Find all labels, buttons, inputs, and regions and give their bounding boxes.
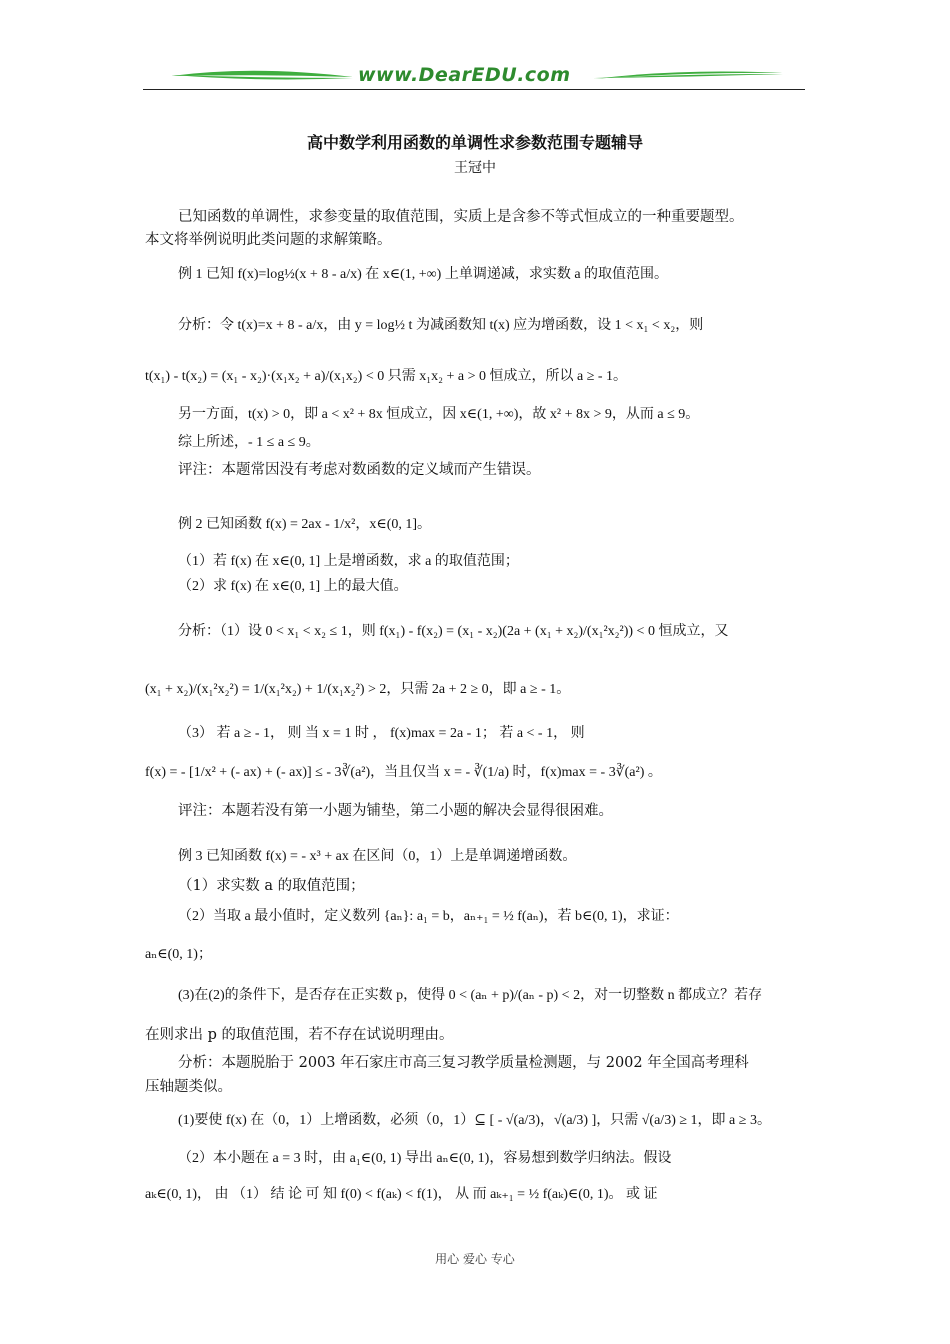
example-3-part-2: （2）当取 a 最小值时，定义数列 {aₙ}: a₁ = b，aₙ₊₁ = ½ f(aₙ)，若 b∈(0, 1)，求证： — [178, 909, 679, 924]
example-3-part-3: 在则求出 p 的取值范围，若不存在试说明理由。 — [145, 1027, 454, 1043]
example-2-comment: 评注：本题若没有第一小题为铺垫，第二小题的解决会显得很困难。 — [178, 803, 613, 819]
example-1-analysis: 分析：令 t(x)=x + 8 - a/x，由 y = log½ t 为减函数知 t(x) 应为增函数，设 1 < x₁ < x₂，则 — [178, 318, 704, 333]
example-3-analysis: (1)要使 f(x) 在（0，1）上增函数，必须（0，1）⊆ [ - √(a/3)，√(a/3) ]，只需 √(a/3) ≥ 1，即 a ≥ 3。 — [178, 1113, 771, 1128]
example-3-analysis: 压轴题类似。 — [145, 1079, 232, 1095]
example-2-analysis: f(x) = - [1/x² + (- ax) + (- ax)] ≤ - 3∛(a²)，当且仅当 x = - ∛(1/a) 时，f(x)max = - 3∛(a²) 。 — [145, 765, 662, 780]
example-2-analysis: (x₁ + x₂)/(x₁²x₂²) = 1/(x₁²x₂) + 1/(x₁x₂²) > 2，只需 2a + 2 ≥ 0，即 a ≥ - 1。 — [145, 682, 571, 697]
article-author: 王冠中 — [454, 160, 496, 176]
example-3-analysis: aₖ∈(0, 1)， 由 （1） 结 论 可 知 f(0) < f(aₖ) < f(1)， 从 而 aₖ₊₁ = ½ f(aₖ)∈(0, 1)。 或 证 — [145, 1187, 658, 1202]
site-logo-text: www.DearEDU.com — [358, 64, 571, 86]
example-3-analysis: 分析：本题脱胎于 2003 年石家庄市高三复习教学质量检测题，与 2002 年全国高考理科 — [178, 1055, 749, 1071]
example-1-conclusion: 综上所述，- 1 ≤ a ≤ 9。 — [178, 435, 320, 450]
example-3-statement: 例 3 已知函数 f(x) = - x³ + ax 在区间（0，1）上是单调递增函数。 — [178, 849, 577, 864]
example-2-analysis: （3） 若 a ≥ - 1， 则 当 x = 1 时 ， f(x)max = 2a - 1； 若 a < - 1， 则 — [178, 726, 585, 741]
example-3-analysis: （2）本小题在 a = 3 时，由 a₁∈(0, 1) 导出 aₙ∈(0, 1)，容易想到数学归纳法。假设 — [178, 1151, 672, 1166]
example-3-part-1: （1）求实数 a 的取值范围； — [178, 878, 365, 894]
intro-paragraph-line: 已知函数的单调性，求参变量的取值范围，实质上是含参不等式恒成立的一种重要题型。 — [178, 209, 744, 225]
intro-paragraph-line: 本文将举例说明此类问题的求解策略。 — [145, 232, 392, 248]
example-2-part-2: （2）求 f(x) 在 x∈(0, 1] 上的最大值。 — [178, 579, 408, 594]
article-title: 高中数学利用函数的单调性求参数范围专题辅导 — [306, 133, 643, 152]
header-rule — [143, 89, 805, 90]
example-2-part-1: （1）若 f(x) 在 x∈(0, 1] 上是增函数，求 a 的取值范围； — [178, 554, 519, 569]
page-footer: 用心 爱心 专心 — [435, 1252, 515, 1266]
example-1-statement: 例 1 已知 f(x)=log½(x + 8 - a/x) 在 x∈(1, +∞) 上单调递减，求实数 a 的取值范围。 — [178, 267, 669, 282]
example-3-part-3: (3)在(2)的条件下，是否存在正实数 p，使得 0 < (aₙ + p)/(aₙ - p) < 2，对一切整数 n 都成立？若存 — [178, 988, 763, 1003]
example-1-analysis: 另一方面，t(x) > 0，即 a < x² + 8x 恒成立，因 x∈(1, +∞)，故 x² + 8x > 9，从而 a ≤ 9。 — [178, 407, 700, 422]
example-1-analysis: t(x₁) - t(x₂) = (x₁ - x₂)·(x₁x₂ + a)/(x₁x₂) < 0 只需 x₁x₂ + a > 0 恒成立，所以 a ≥ - 1。 — [145, 369, 628, 384]
example-2-statement: 例 2 已知函数 f(x) = 2ax - 1/x²，x∈(0, 1]。 — [178, 517, 432, 532]
example-3-part-2: aₙ∈(0, 1)； — [145, 947, 212, 962]
example-2-analysis: 分析：（1）设 0 < x₁ < x₂ ≤ 1，则 f(x₁) - f(x₂) = (x₁ - x₂)(2a + (x₁ + x₂)/(x₁²x₂²)) < 0 恒成立，又 — [178, 624, 729, 639]
example-1-comment: 评注：本题常因没有考虑对数函数的定义域而产生错误。 — [178, 462, 541, 478]
